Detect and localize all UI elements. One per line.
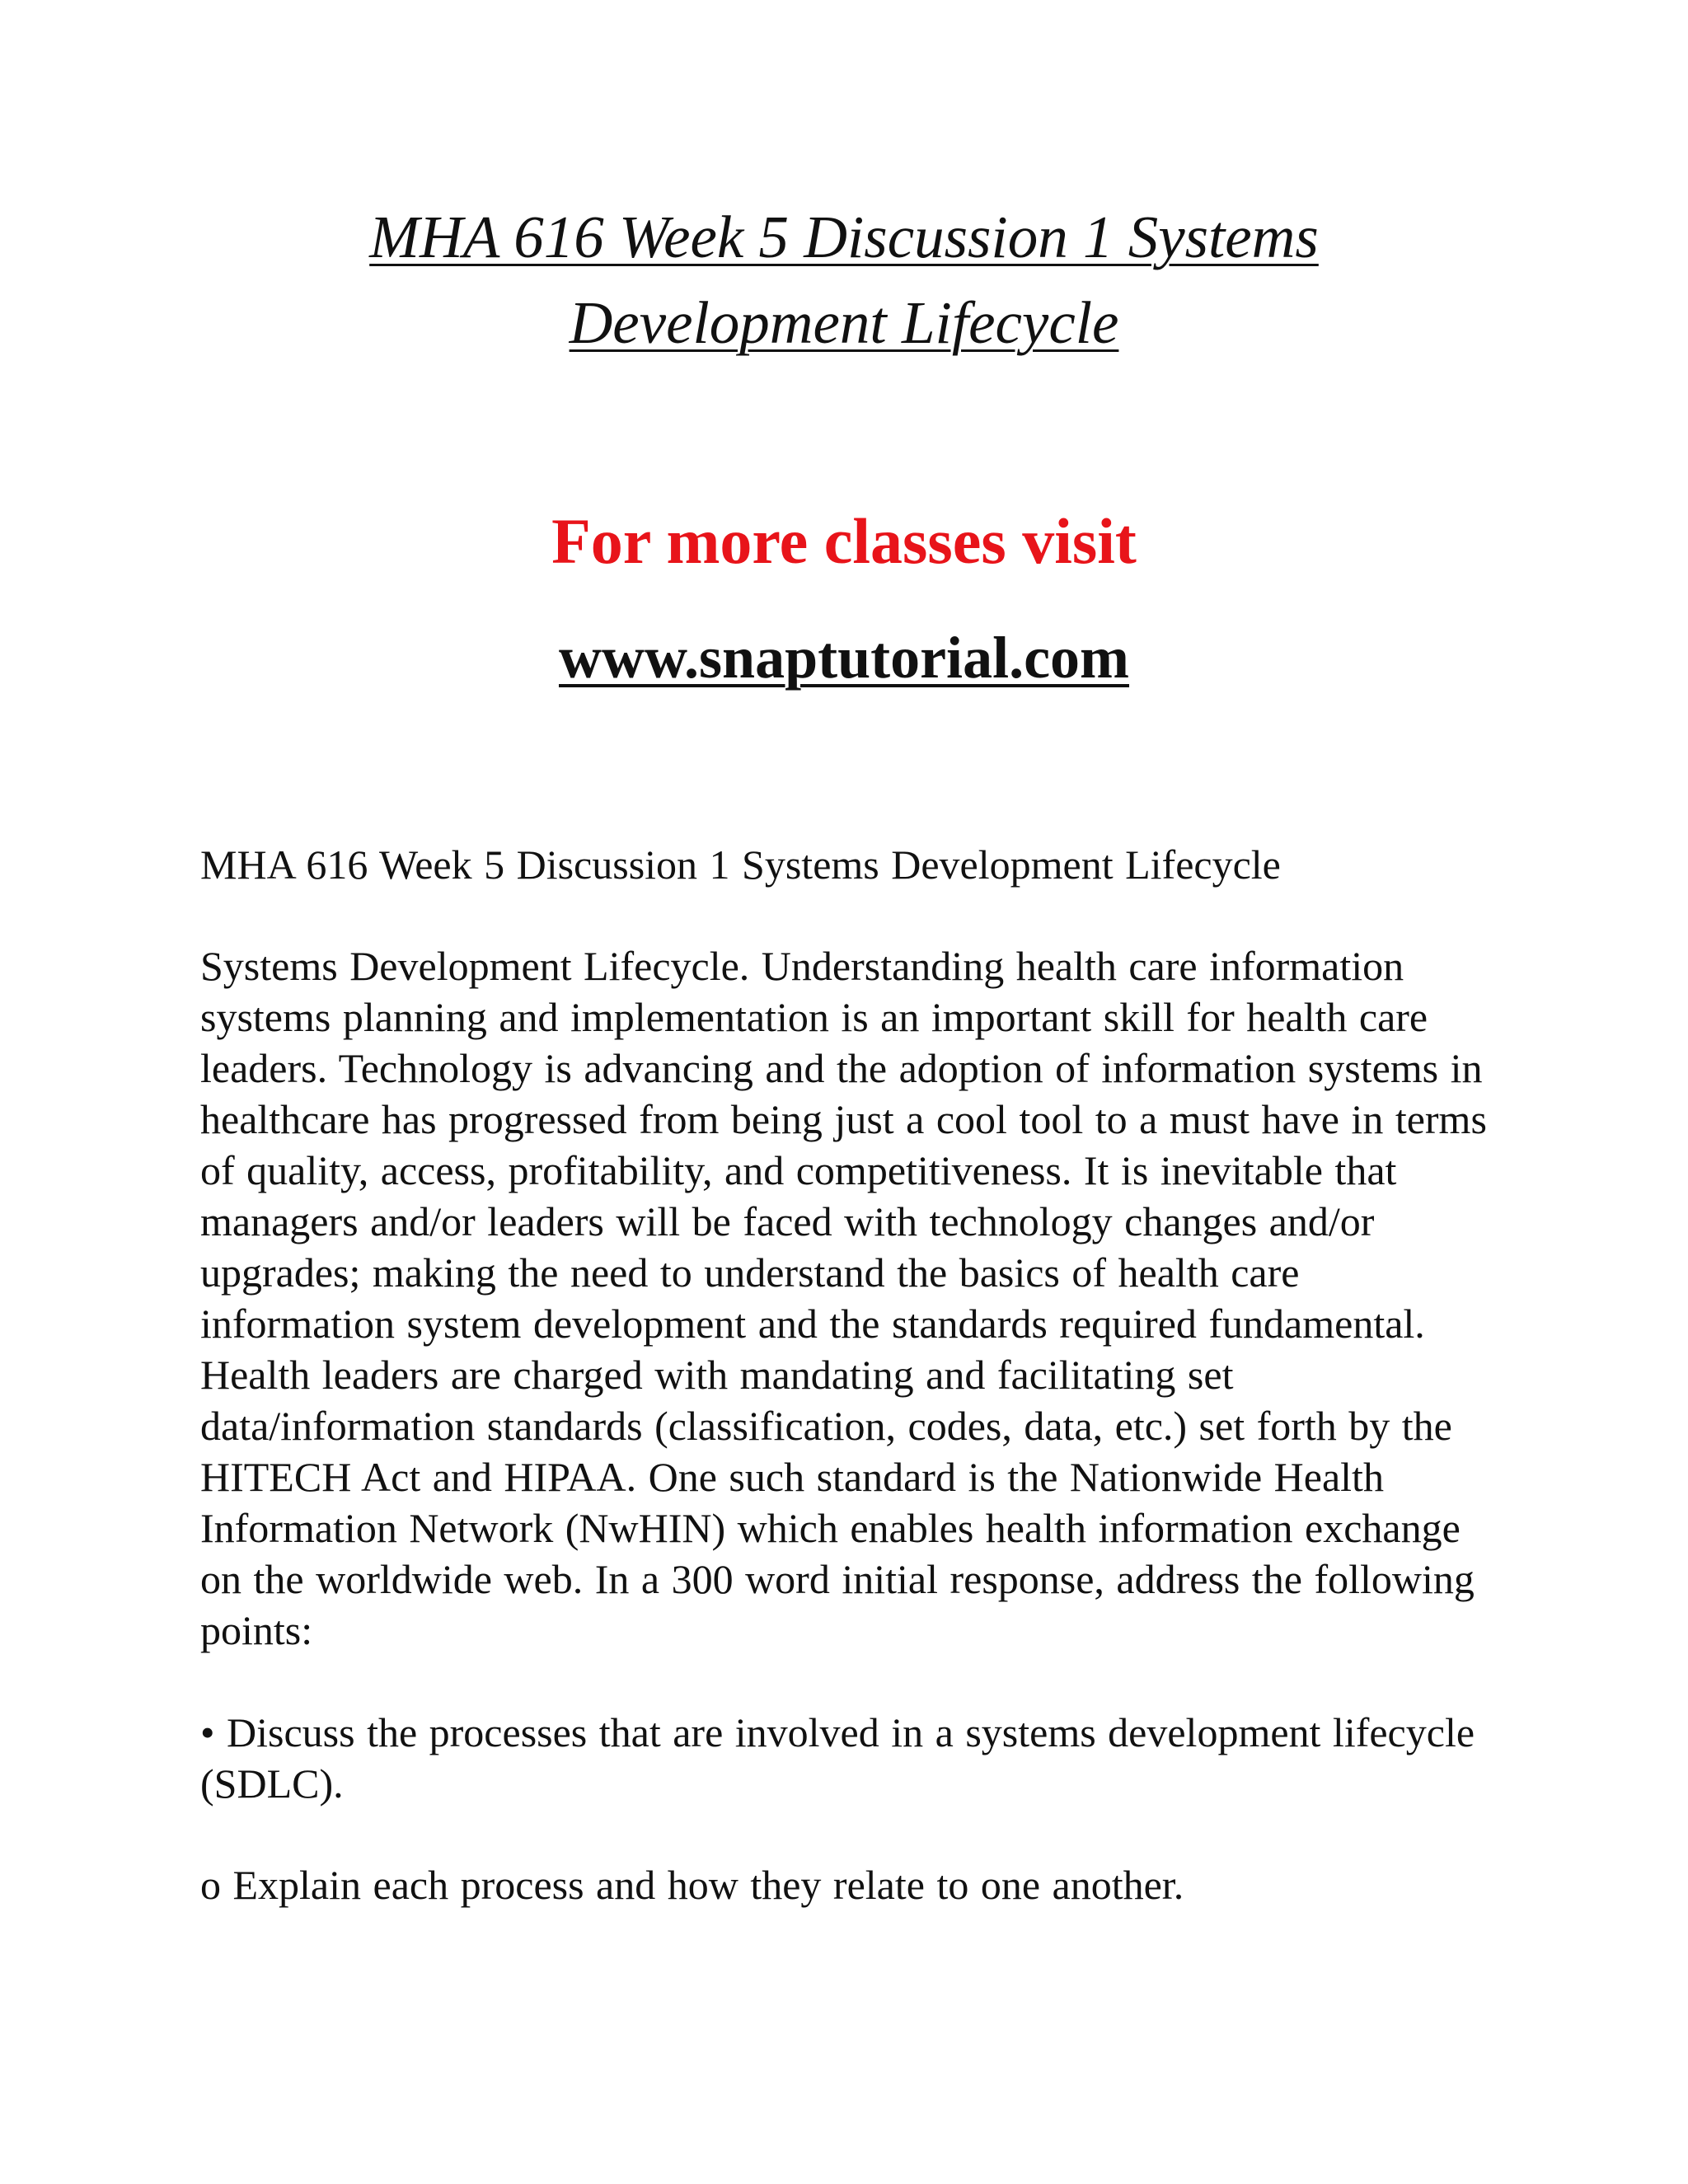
title-line-1: MHA 616 Week 5 Discussion 1 Systems <box>369 204 1319 270</box>
sub-point: o Explain each process and how they relate to one another. <box>200 1862 1184 1908</box>
promo-text: For more classes visit <box>551 505 1137 577</box>
document-title <box>0 194 1688 366</box>
website-url: www.snaptutorial.com <box>558 625 1129 691</box>
title-line-2: Development Lifecycle <box>569 289 1119 356</box>
bullet-point: • Discuss the processes that are involved in a systems development lifecycle (SDLC). <box>200 1709 1475 1807</box>
intro-paragraph: Systems Development Lifecycle. Understanding health care information systems planning and implementation is an important skill for health care leaders. Technology is advancing and the adoption of information systems in healthcare has progressed from being just a cool tool to a must have in terms of quality, access, profitability, and competitiveness. It is inevitable that managers and/or leaders will be faced with technology changes and/or upgrades; making the need to understand the basics of health care information system development and the standards required fundamental. Health leaders are charged with mandating and facilitating set data/information standards (classification, codes, data, etc.) set forth by the HITECH Act and HIPAA. One such standard is the Nationwide Health Information Network (NwHIN) which enables health information exchange on the worldwide web. In a 300 word initial response, address the following points: <box>200 943 1487 1653</box>
subheading: MHA 616 Week 5 Discussion 1 Systems Development Lifecycle <box>200 841 1281 888</box>
